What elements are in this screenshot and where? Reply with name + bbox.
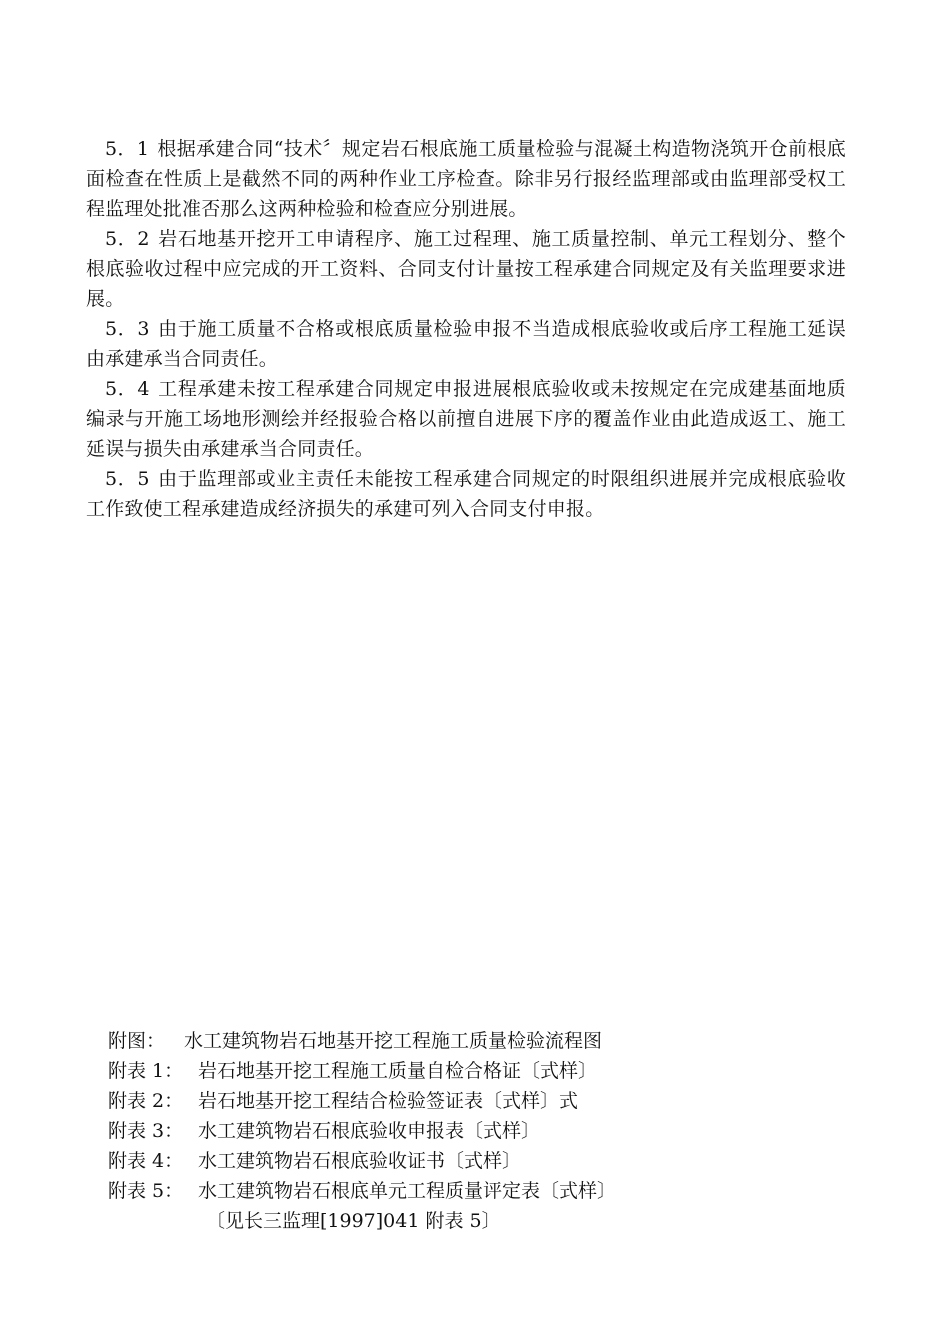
clause-number: 5．5: [105, 468, 150, 490]
appendix-title: 水工建筑物岩石根底验收证书〔式样〕: [198, 1150, 522, 1172]
appendix-figure: [108, 1026, 868, 1056]
appendix-title: 水工建筑物岩石根底单元工程质量评定表〔式样〕: [198, 1180, 617, 1202]
appendix-reference-note: 〔见长三监理[1997]041 附表 5〕: [206, 1210, 501, 1232]
clause-5-2: [86, 224, 846, 314]
appendix-title: 岩石地基开挖工程结合检验签证表〔式样〕式: [198, 1090, 579, 1112]
clause-5-3: [86, 314, 846, 374]
clause-text: 由于施工质量不合格或根底质量检验申报不当造成根底验收或后序工程施工延误由承建承当合同责任。: [86, 318, 846, 370]
appendix-label: 附表 4：: [108, 1150, 184, 1172]
clause-text: 由于监理部或业主责任未能按工程承建合同规定的时限组织进展并完成根底验收工作致使工程承建造成经济损失的承建可列入合同支付申报。: [86, 468, 846, 520]
clause-number: 5．1: [105, 138, 150, 160]
appendix-table-2: [108, 1086, 868, 1116]
appendix-title: 水工建筑物岩石根底验收申报表〔式样〕: [198, 1120, 541, 1142]
appendix-table-4: [108, 1146, 868, 1176]
appendix-label: 附表 2：: [108, 1090, 184, 1112]
appendix-label: 附表 1：: [108, 1060, 184, 1082]
clause-5-5: [86, 464, 846, 524]
appendix-table-1: [108, 1056, 868, 1086]
clause-list: [86, 134, 846, 524]
appendix-list: [108, 1026, 868, 1236]
clause-number: 5．2: [105, 228, 150, 250]
appendix-table-3: [108, 1116, 868, 1146]
clause-number: 5．4: [105, 378, 150, 400]
clause-text: 工程承建未按工程承建合同规定申报进展根底验收或未按规定在完成建基面地质编录与开施工场地形测绘并经报验合格以前擅自进展下序的覆盖作业由此造成返工、施工延误与损失由承建承当合同责任。: [86, 378, 846, 460]
clause-5-4: [86, 374, 846, 464]
appendix-table-5: [108, 1176, 868, 1206]
clause-5-1: [86, 134, 846, 224]
appendix-label: 附表 3：: [108, 1120, 184, 1142]
appendix-title: 水工建筑物岩石地基开挖工程施工质量检验流程图: [184, 1030, 603, 1052]
appendix-label: 附图：: [108, 1030, 166, 1052]
clause-text: 根据承建合同“技术〞规定岩石根底施工质量检验与混凝土构造物浇筑开仓前根底面检查在性质上是截然不同的两种作业工序检查。除非另行报经监理部或由监理部受权工程监理处批准否那么这两种检验和检查应分别进展。: [86, 138, 847, 220]
appendix-label: 附表 5：: [108, 1180, 184, 1202]
appendix-title: 岩石地基开挖工程施工质量自检合格证〔式样〕: [198, 1060, 598, 1082]
clause-text: 岩石地基开挖开工申请程序、施工过程理、施工质量控制、单元工程划分、整个根底验收过程中应完成的开工资料、合同支付计量按工程承建合同规定及有关监理要求进展。: [86, 228, 846, 310]
clause-number: 5．3: [105, 318, 150, 340]
